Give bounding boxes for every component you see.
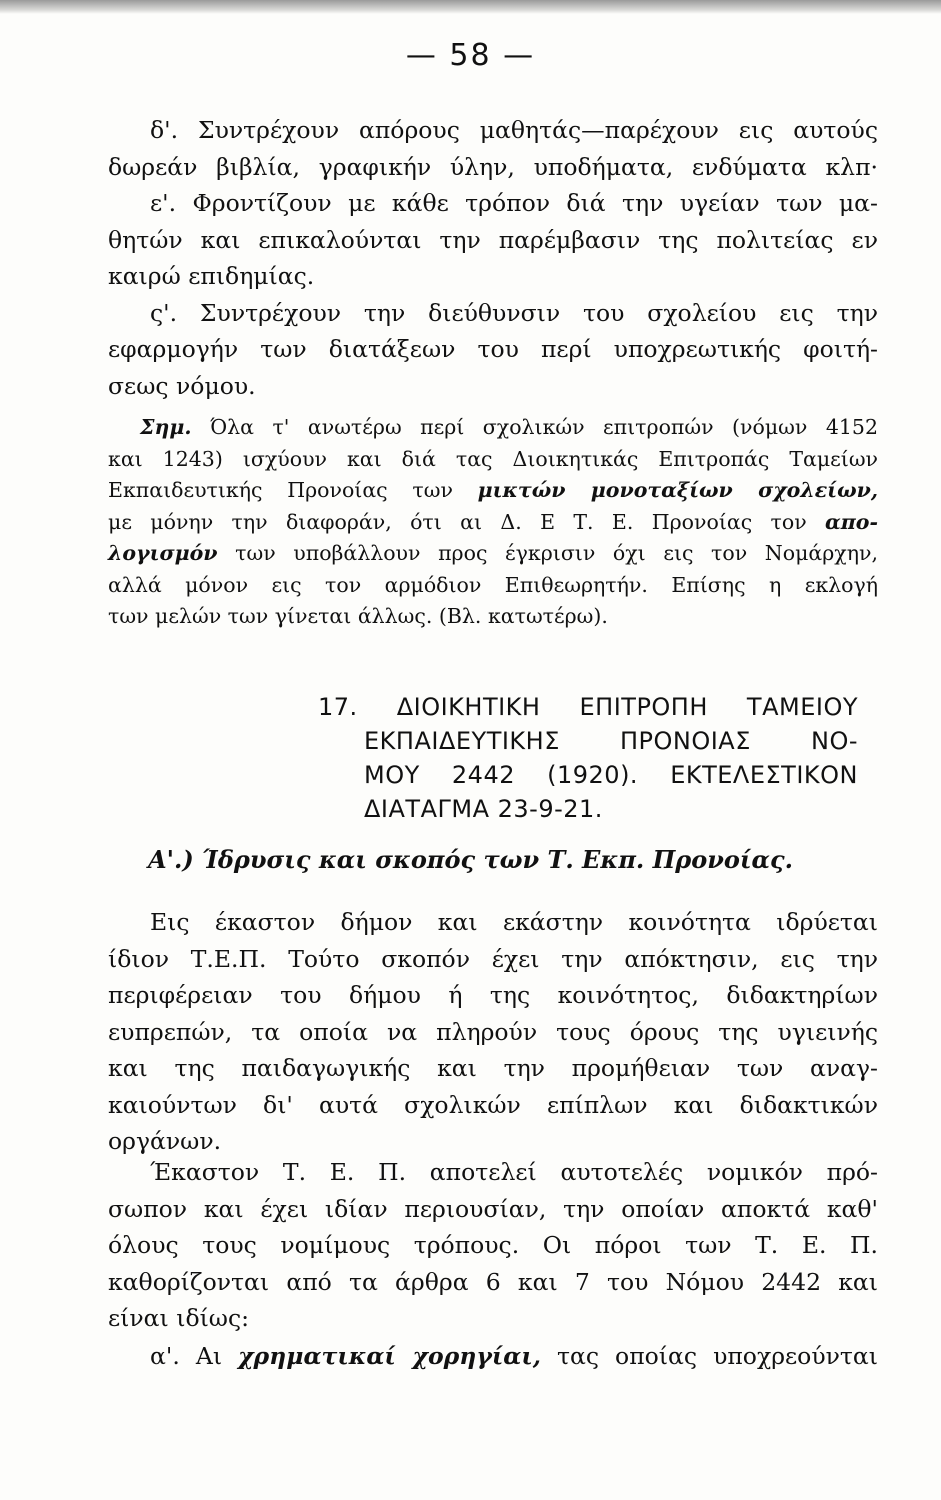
text-line: καθορίζονται από τα άρθρα 6 και 7 του Νόμου 2442 και xyxy=(108,1267,878,1296)
text-line: λογισμόν των υποβάλλουν προς έγκρισιν όχι εις τον Νομάρχην, xyxy=(108,541,878,565)
text-line: Έκαστον Τ. Ε. Π. αποτελεί αυτοτελές νομικόν πρό- xyxy=(150,1158,878,1186)
heading-line: ΔΙΑΤΑΓΜΑ 23-9-21. xyxy=(364,795,603,823)
text-line: καιρώ επιδημίας. xyxy=(108,262,315,290)
text-line: περιφέρειαν του δήμου ή της κοινότητος, διδακτηρίων xyxy=(108,981,878,1009)
emphasis: μικτών μονοταξίων σχολείων, xyxy=(477,478,878,502)
text-line: δωρεάν βιβλία, γραφικήν ύλην, υποδήματα, ενδύματα κλπ· xyxy=(108,152,878,181)
text-line: δ'. Συντρέχουν απόρους μαθητάς—παρέχουν εις αυτούς xyxy=(150,116,878,144)
note-paragraph xyxy=(108,412,878,633)
text-line: σεως νόμου. xyxy=(108,371,256,400)
text-line: ς'. Συντρέχουν την διεύθυνσιν του σχολείου εις την xyxy=(150,298,878,327)
text-line: ευπρεπών, τα οποία να πληρούν τους όρους της υγιεινής xyxy=(108,1017,878,1046)
text-line: α'. Αι χρηματικαί χορηγίαι, τας οποίας υποχρεούνται xyxy=(150,1342,878,1370)
text-line: εφαρμογήν των διατάξεων του περί υποχρεωτικής φοιτή- xyxy=(108,335,878,363)
text-line: σωπον και έχει ιδίαν περιουσίαν, την οποίαν αποκτά καθ' xyxy=(108,1194,878,1223)
text-line: των μελών των γίνεται άλλως. (Βλ. κατωτέρω). xyxy=(108,604,608,628)
text-line: όλους τους νομίμους τρόπους. Οι πόροι των Τ. Ε. Π. xyxy=(108,1231,878,1259)
page-top-edge xyxy=(0,0,941,14)
emphasis: λογισμόν xyxy=(108,541,218,565)
text-line: με μόνην την διαφοράν, ότι αι Δ. Ε Τ. Ε. Προνοίας τον απο- xyxy=(108,509,878,534)
text-line: Εις έκαστον δήμον και εκάστην κοινότητα ιδρύεται xyxy=(150,908,878,936)
text-line: Σημ. Όλα τ' ανωτέρω περί σχολικών επιτροπών (νόμων 4152 xyxy=(140,415,878,439)
heading-line: ΜΟΥ 2442 (1920). ΕΚΤΕΛΕΣΤΙΚΟΝ xyxy=(364,761,858,789)
text-line: καιούντων δι' αυτά σχολικών επίπλων και διδακτικών xyxy=(108,1090,878,1119)
emphasis: χρηματικαί χορηγίαι, xyxy=(238,1342,541,1370)
emphasis: απο- xyxy=(825,509,878,534)
text-line: Εκπαιδευτικής Προνοίας των μικτών μονοταξίων σχολείων, xyxy=(108,478,878,502)
text-line: και 1243) ισχύουν και διά τας Διοικητικάς Επιτροπάς Ταμείων xyxy=(108,446,878,471)
text-line: οργάνων. xyxy=(108,1127,222,1155)
page-number: — 58 — xyxy=(405,38,536,73)
paragraph-1 xyxy=(108,904,878,1160)
subheading-text: Α'.) Ίδρυσις και σκοπός των Τ. Εκπ. Προνοίας. xyxy=(148,845,793,874)
text-line: και της παιδαγωγικής και την προμήθειαν των αναγ- xyxy=(108,1054,878,1082)
heading-line: ΕΚΠΑΙΔΕΥΤΙΚΗΣ ΠΡΟΝΟΙΑΣ ΝΟ- xyxy=(364,727,858,755)
text-line: ε'. Φροντίζουν με κάθε τρόπον διά την υγείαν των μα- xyxy=(150,189,878,217)
text-line: ίδιον Τ.Ε.Π. Τούτο σκοπόν έχει την απόκτησιν, εις την xyxy=(108,944,878,973)
section-heading xyxy=(318,690,858,826)
note-label: Σημ. xyxy=(140,415,192,439)
text-line: αλλά μόνον εις τον αρμόδιον Επιθεωρητήν. Επίσης η εκλογή xyxy=(108,572,878,597)
heading-line: 17. ΔΙΟΙΚΗΤΙΚΗ ΕΠΙΤΡΟΠΗ ΤΑΜΕΙΟΥ xyxy=(318,693,858,721)
list-item-a xyxy=(108,1338,878,1375)
subheading xyxy=(148,842,838,879)
paragraph-2 xyxy=(108,1154,878,1337)
list-items-top xyxy=(108,112,878,404)
text-line: θητών και επικαλούνται την παρέμβασιν της πολιτείας εν xyxy=(108,225,878,254)
text-line: είναι ιδίως: xyxy=(108,1304,250,1332)
